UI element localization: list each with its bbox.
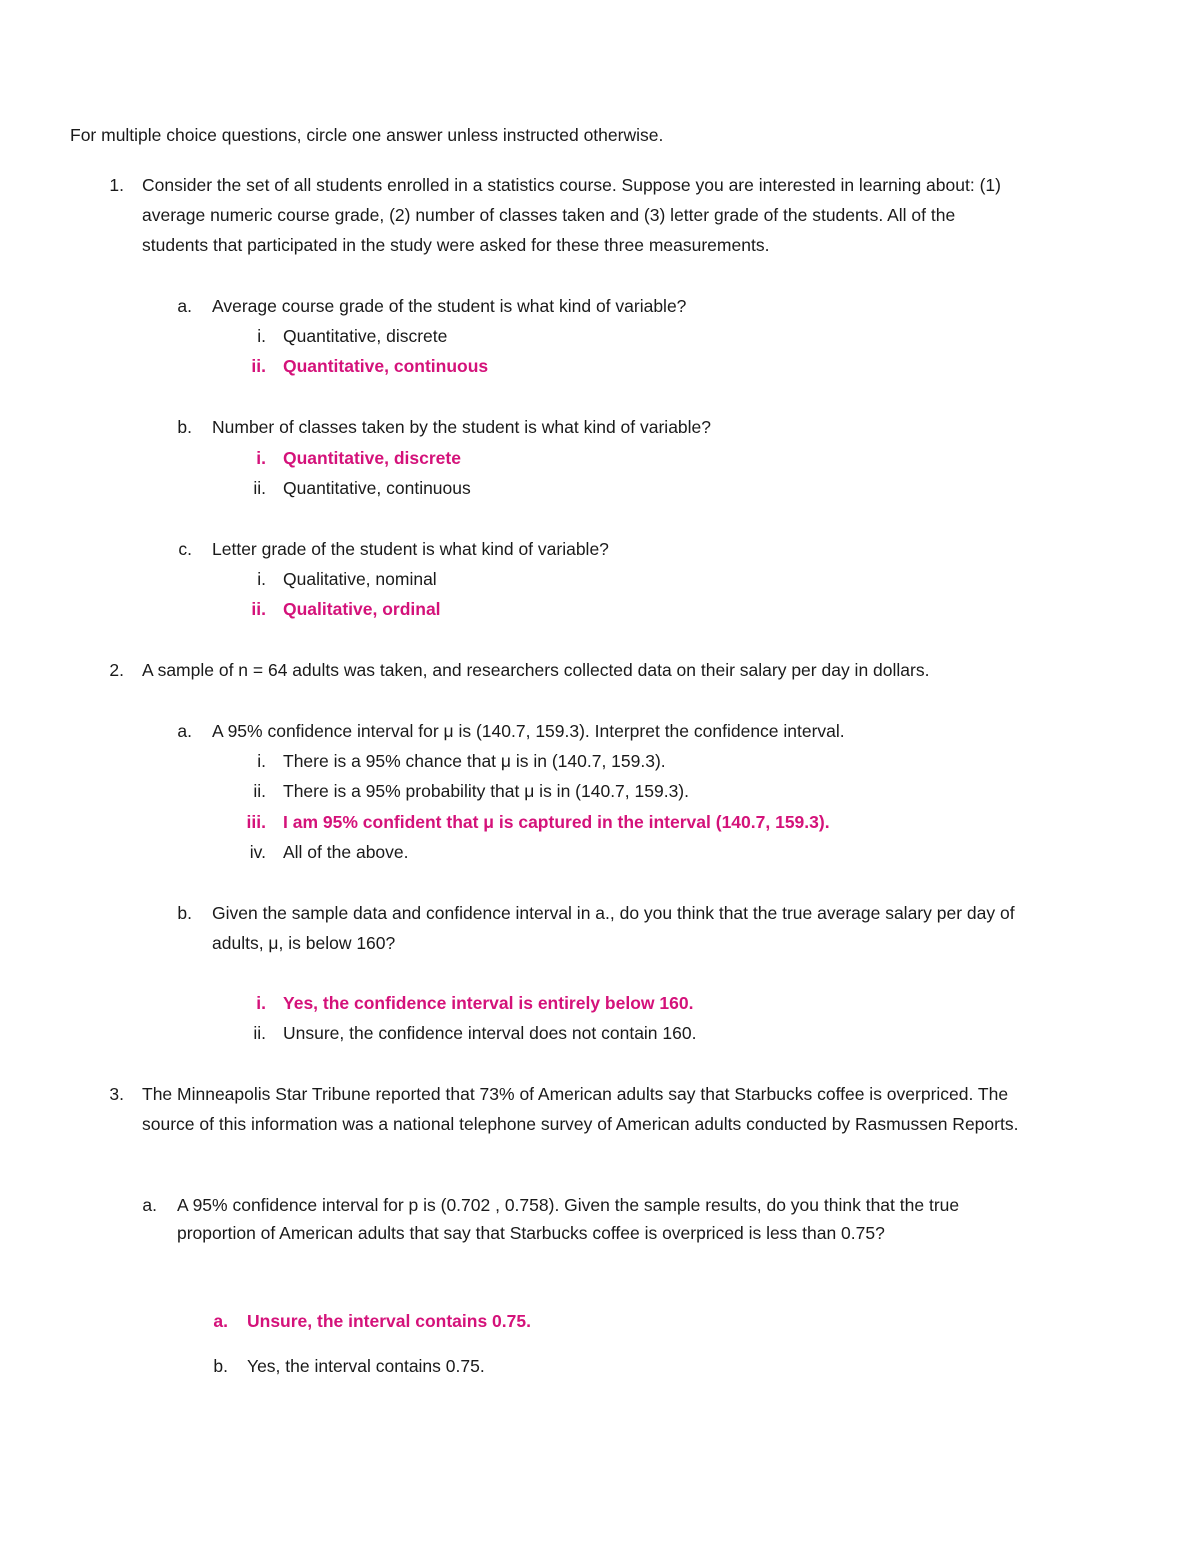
q1c-option-2-label: ii.: [251, 599, 266, 619]
q1c-label: c.: [178, 539, 192, 559]
q1c-option-1: Qualitative, nominal: [283, 569, 437, 589]
q1a-option-2-label: ii.: [251, 356, 266, 376]
q2b-question-line-2: adults, μ, is below 160?: [212, 933, 396, 953]
q2a-question: A 95% confidence interval for μ is (140.7, 159.3). Interpret the confidence interval.: [212, 721, 845, 741]
q3a-option-2-label: b.: [213, 1356, 228, 1376]
q2b-label: b.: [177, 903, 192, 923]
q1a-label: a.: [177, 296, 192, 316]
question-3-line-1: The Minneapolis Star Tribune reported that 73% of American adults say that Starbucks coffee is overpriced. The: [142, 1084, 1009, 1104]
q1b-label: b.: [177, 417, 192, 437]
question-3-number: 3.: [109, 1084, 124, 1104]
q2a-option-4-label: iv.: [249, 842, 266, 862]
q1a-question: Average course grade of the student is what kind of variable?: [212, 296, 687, 316]
q1b-option-1-label: i.: [256, 448, 266, 468]
q3a-option-1-answer: Unsure, the interval contains 0.75.: [247, 1311, 531, 1331]
question-2-number: 2.: [109, 660, 124, 680]
q2a-option-1: There is a 95% chance that μ is in (140.7, 159.3).: [283, 751, 666, 771]
q3a-question-line-2: proportion of American adults that say that Starbucks coffee is overpriced is less than 0.75?: [177, 1223, 885, 1243]
q3a-question-line-1: A 95% confidence interval for p is (0.702 , 0.758). Given the sample results, do you think that the true: [177, 1195, 960, 1215]
question-1-line-3: students that participated in the study were asked for these three measurements.: [142, 235, 770, 255]
q2a-option-2-label: ii.: [253, 781, 266, 801]
q1a-option-2-answer: Quantitative, continuous: [283, 356, 489, 376]
q2a-option-4: All of the above.: [283, 842, 409, 862]
q2a-option-1-label: i.: [257, 751, 266, 771]
q2b-option-1-label: i.: [256, 993, 266, 1013]
question-1-line-1: Consider the set of all students enrolled in a statistics course. Suppose you are interested in learning about: (1): [142, 175, 1001, 195]
q1b-option-1-answer: Quantitative, discrete: [283, 448, 461, 468]
q1c-question: Letter grade of the student is what kind of variable?: [212, 539, 609, 559]
q3a-label: a.: [142, 1195, 157, 1215]
question-1-number: 1.: [109, 175, 124, 195]
q2a-option-3-answer: I am 95% confident that μ is captured in the interval (140.7, 159.3).: [283, 812, 830, 832]
q2b-question-line-1: Given the sample data and confidence interval in a., do you think that the true average salary per day of: [212, 903, 1015, 923]
q2a-option-3-label: iii.: [246, 812, 266, 832]
q2a-option-2: There is a 95% probability that μ is in (140.7, 159.3).: [283, 781, 689, 801]
question-2-text: A sample of n = 64 adults was taken, and researchers collected data on their salary per day in dollars.: [142, 660, 930, 680]
q3a-option-1-label: a.: [213, 1311, 228, 1331]
q1b-option-2-label: ii.: [253, 478, 266, 498]
q2b-option-2-label: ii.: [253, 1023, 266, 1043]
q1c-option-2-answer: Qualitative, ordinal: [283, 599, 441, 619]
instruction-text: For multiple choice questions, circle one answer unless instructed otherwise.: [70, 125, 664, 145]
q2a-label: a.: [177, 721, 192, 741]
q1a-option-1-label: i.: [257, 326, 266, 346]
question-3-line-2: source of this information was a national telephone survey of American adults conducted by Rasmussen Reports.: [142, 1114, 1019, 1134]
q1b-question: Number of classes taken by the student is what kind of variable?: [212, 417, 712, 437]
q2b-option-1-answer: Yes, the confidence interval is entirely below 160.: [283, 993, 694, 1013]
q2b-option-2: Unsure, the confidence interval does not contain 160.: [283, 1023, 697, 1043]
q1b-option-2: Quantitative, continuous: [283, 478, 471, 498]
q1a-option-1: Quantitative, discrete: [283, 326, 448, 346]
question-1-line-2: average numeric course grade, (2) number of classes taken and (3) letter grade of the students. All of the: [142, 205, 956, 225]
q3a-option-2: Yes, the interval contains 0.75.: [247, 1356, 485, 1376]
q1c-option-1-label: i.: [257, 569, 266, 589]
